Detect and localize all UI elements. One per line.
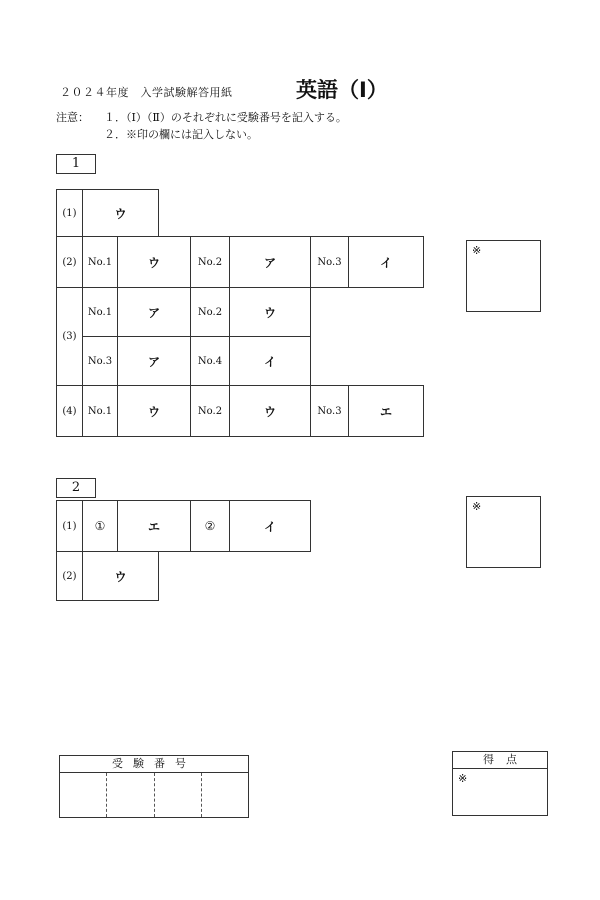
score-mark: ※ [458, 772, 468, 785]
s1-q2-no3: No.3 [310, 236, 349, 288]
s1-q4-no3: No.3 [310, 385, 349, 437]
s2-q1-no2: ② [190, 500, 230, 552]
s2-q1-label: (1) [56, 500, 83, 552]
s1-q2-answer-2: ア [229, 236, 311, 288]
s1-q2-no1: No.1 [82, 236, 118, 288]
s2-q1-no1: ① [82, 500, 118, 552]
digit-divider [154, 773, 155, 817]
s1-q4-no2: No.2 [190, 385, 230, 437]
s1-q4-answer-2: ウ [229, 385, 311, 437]
s1-q3-no2: No.2 [190, 287, 230, 337]
s1-q3-no1: No.1 [82, 287, 118, 337]
s1-q4-label: (4) [56, 385, 83, 437]
s1-q3-no3: No.3 [82, 336, 118, 386]
digit-divider [106, 773, 107, 817]
s1-q4-answer-1: ウ [117, 385, 191, 437]
s1-q1-label: (1) [56, 189, 83, 237]
section-2-label: 2 [56, 478, 96, 498]
s1-q2-label: (2) [56, 236, 83, 288]
s1-q3-label: (3) [56, 287, 83, 386]
s1-q3-answer-3: ア [117, 336, 191, 386]
exam-number-label: 受験番号 [60, 756, 248, 773]
s1-q2-answer-3: イ [348, 236, 424, 288]
section-1-score-box [466, 240, 541, 312]
s2-q1-answer-2: イ [229, 500, 311, 552]
s1-q3-answer-2: ウ [229, 287, 311, 337]
section-2-score-box [466, 496, 541, 568]
score-mark: ※ [472, 244, 482, 257]
exam-year-title: ２０２４年度 入学試験解答用紙 [60, 86, 233, 99]
s1-q3-no4: No.4 [190, 336, 230, 386]
s2-q2-answer: ウ [82, 551, 159, 601]
note-line-2: ２．※印の欄には記入しない。 [104, 128, 258, 141]
s1-q4-no1: No.1 [82, 385, 118, 437]
s1-q3-answer-1: ア [117, 287, 191, 337]
s2-q1-answer-1: エ [117, 500, 191, 552]
s1-q2-answer-1: ウ [117, 236, 191, 288]
score-mark: ※ [472, 500, 482, 513]
notes-label: 注意： [56, 111, 89, 124]
subject-title: 英語（Ⅰ） [296, 78, 388, 102]
section-1-label: 1 [56, 154, 96, 174]
exam-number-box [59, 755, 249, 818]
s1-q1-answer: ウ [82, 189, 159, 237]
note-line-1: １．（Ⅰ）（Ⅱ）のそれぞれに受験番号を記入する。 [104, 111, 347, 124]
s1-q4-answer-3: エ [348, 385, 424, 437]
total-score-box [452, 751, 548, 816]
s2-q2-label: (2) [56, 551, 83, 601]
digit-divider [201, 773, 202, 817]
s1-q3-answer-4: イ [229, 336, 311, 386]
s1-q2-no2: No.2 [190, 236, 230, 288]
score-label: 得点 [453, 752, 547, 769]
